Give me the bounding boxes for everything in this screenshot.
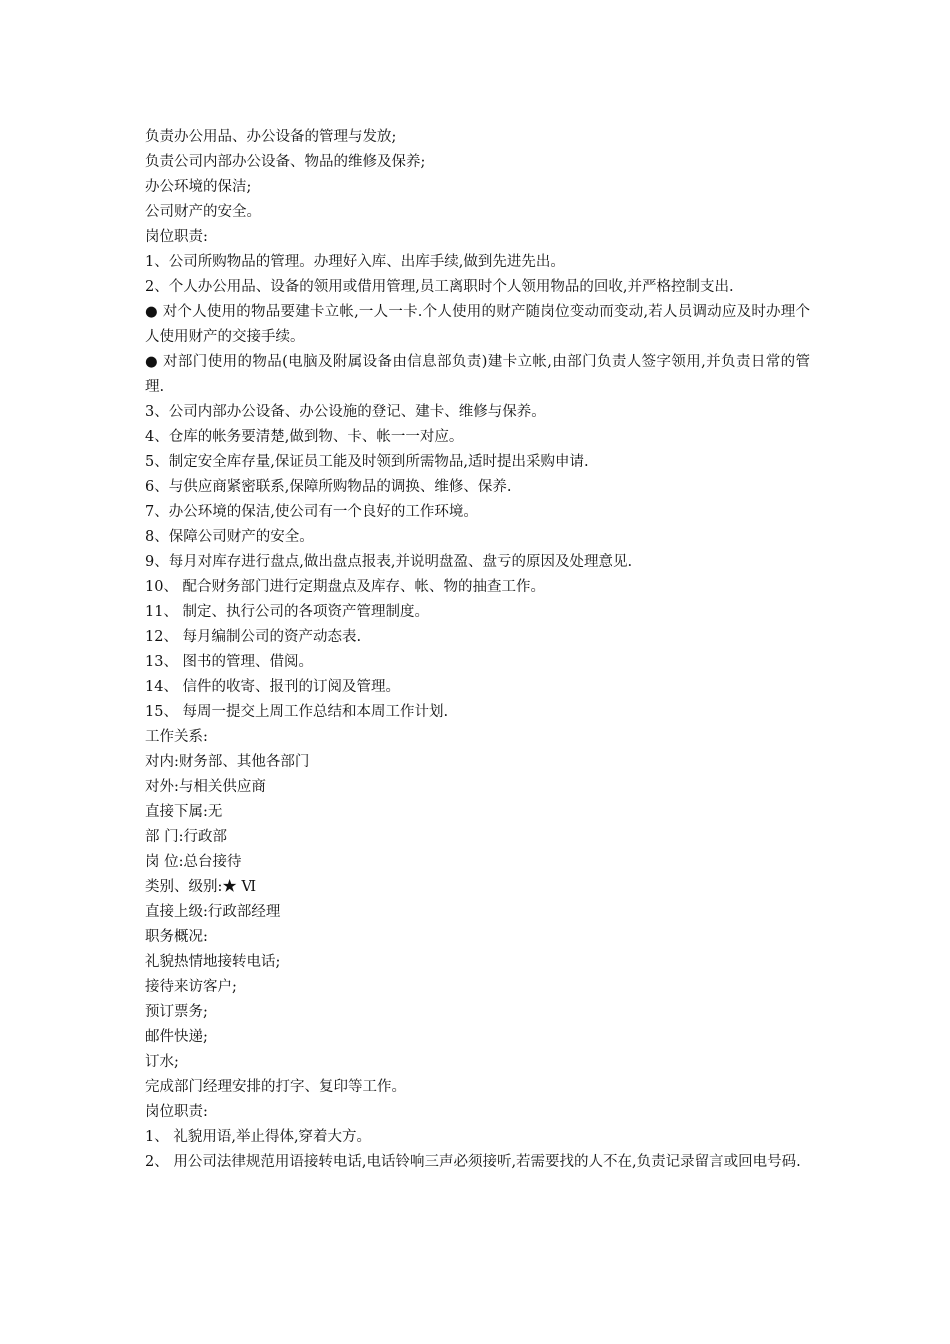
- text-line: 预订票务;: [145, 1004, 208, 1020]
- text-line: 办公环境的保洁;: [145, 179, 252, 195]
- duty-item: 5、制定安全库存量,保证员工能及时领到所需物品,适时提出采购申请.: [145, 454, 589, 470]
- text-line: 邮件快递;: [145, 1029, 208, 1045]
- duty-item: 2、个人办公用品、设备的领用或借用管理,员工离职时个人领用物品的回收,并严格控制支出.: [145, 279, 734, 295]
- duty-item: 2、 用公司法律规范用语接转电话,电话铃响三声必须接听,若需要找的人不在,负责记录留言或回电号码.: [145, 1154, 801, 1170]
- bullet-item: ● 对部门使用的物品(电脑及附属设备由信息部负责)建卡立帐,由部门负责人签字领用,并负责日常的管理.: [145, 354, 810, 395]
- section-heading: 岗位职责:: [145, 1104, 208, 1120]
- duty-item: 11、 制定、执行公司的各项资产管理制度。: [145, 604, 430, 620]
- duty-item: 6、与供应商紧密联系,保障所购物品的调换、维修、保养.: [145, 479, 512, 495]
- duty-item: 13、 图书的管理、借阅。: [145, 654, 314, 670]
- duty-item: 12、 每月编制公司的资产动态表.: [145, 629, 362, 645]
- duty-item: 10、 配合财务部门进行定期盘点及库存、帐、物的抽查工作。: [145, 579, 546, 595]
- duty-item: 1、 礼貌用语,举止得体,穿着大方。: [145, 1129, 372, 1145]
- text-line: 对内:财务部、其他各部门: [145, 754, 310, 770]
- section-heading: 职务概况:: [145, 929, 208, 945]
- duty-item: 7、办公环境的保洁,使公司有一个良好的工作环境。: [145, 504, 478, 520]
- text-line: 部 门:行政部: [145, 829, 227, 845]
- duty-item: 8、保障公司财产的安全。: [145, 529, 314, 545]
- text-line: 完成部门经理安排的打字、复印等工作。: [145, 1079, 406, 1095]
- duty-item: 4、仓库的帐务要清楚,做到物、卡、帐一一对应。: [145, 429, 464, 445]
- duty-item: 1、公司所购物品的管理。办理好入库、出库手续,做到先进先出。: [145, 254, 565, 270]
- text-line: 对外:与相关供应商: [145, 779, 266, 795]
- text-line: 岗 位:总台接待: [145, 854, 242, 870]
- text-line: 直接上级:行政部经理: [145, 904, 281, 920]
- bullet-item: ● 对个人使用的物品要建卡立帐,一人一卡.个人使用的财产随岗位变动而变动,若人员调动应及时办理个人使用财产的交接手续。: [145, 304, 810, 345]
- duty-item: 15、 每周一提交上周工作总结和本周工作计划.: [145, 704, 449, 720]
- text-line: 公司财产的安全。: [145, 204, 261, 220]
- section-heading: 岗位职责:: [145, 229, 208, 245]
- duty-item: 9、每月对库存进行盘点,做出盘点报表,并说明盘盈、盘亏的原因及处理意见.: [145, 554, 633, 570]
- document-body: [145, 125, 810, 1175]
- text-line: 负责办公用品、办公设备的管理与发放;: [145, 129, 397, 145]
- text-line: 负责公司内部办公设备、物品的维修及保养;: [145, 154, 426, 170]
- text-line: 类别、级别:★ Ⅵ: [145, 879, 257, 895]
- text-line: 礼貌热情地接转电话;: [145, 954, 281, 970]
- text-line: 接待来访客户;: [145, 979, 237, 995]
- duty-item: 3、公司内部办公设备、办公设施的登记、建卡、维修与保养。: [145, 404, 546, 420]
- duty-item: 14、 信件的收寄、报刊的订阅及管理。: [145, 679, 401, 695]
- text-line: 订水;: [145, 1054, 179, 1070]
- section-heading: 工作关系:: [145, 729, 208, 745]
- text-line: 直接下属:无: [145, 804, 223, 820]
